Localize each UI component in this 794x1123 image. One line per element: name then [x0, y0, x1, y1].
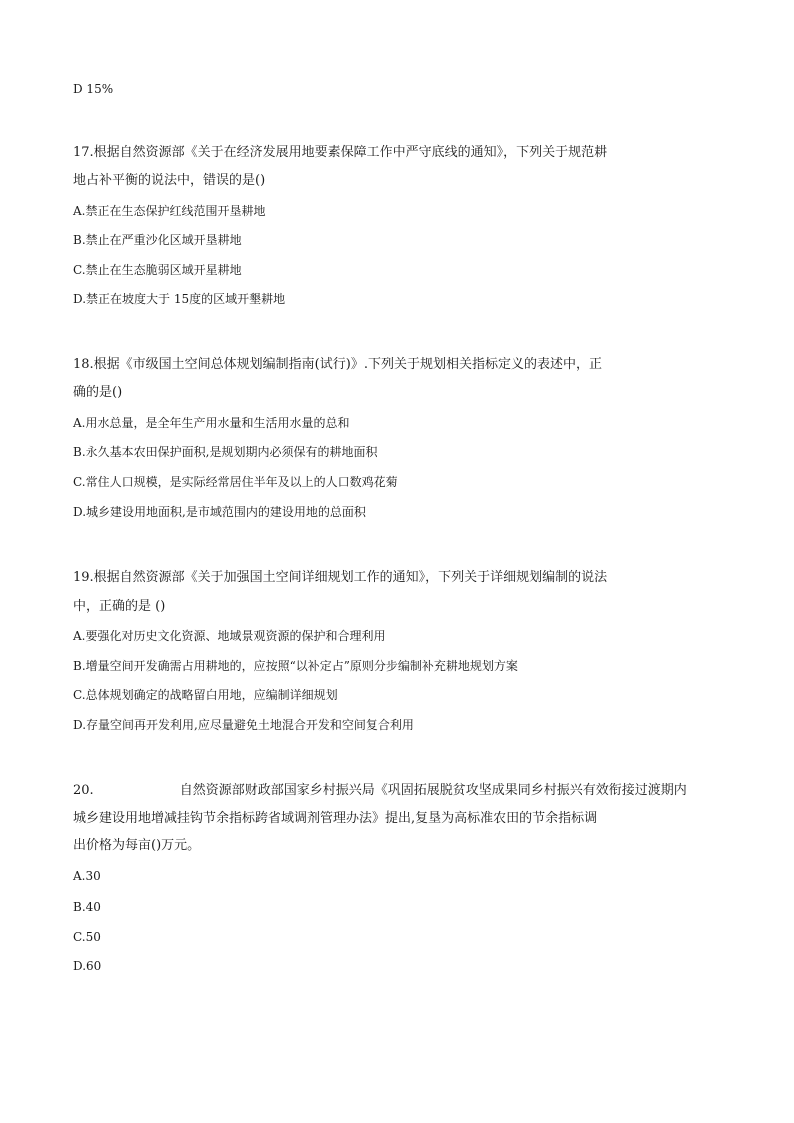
- question-stem-line: 城乡建设用地增减挂钩节余指标跨省域调剂管理办法》提出,复垦为高标准农田的节余指标调: [73, 811, 598, 826]
- question-stem-line: 17.根据自然资源部《关于在经济发展用地要素保障工作中严守底线的通知》，下列关于规范耕: [73, 145, 608, 160]
- option-b: B.40: [73, 900, 101, 914]
- option-d: D.城乡建设用地面积,是市域范围内的建设用地的总面积: [73, 505, 366, 519]
- option-c: C.50: [73, 930, 101, 944]
- option-c: C.常住人口规模，是实际经常居住半年及以上的人口数鸡花菊: [73, 475, 398, 489]
- question-stem-line: 中，正确的是 (): [73, 599, 166, 614]
- option-d: D.禁正在坡度大于 15度的区域开墾耕地: [73, 292, 286, 306]
- option-d: D.60: [73, 959, 102, 973]
- question-number: 20.: [73, 783, 94, 798]
- option-a: A.禁正在生态保护红线范围开垦耕地: [73, 204, 266, 218]
- question-stem-line: 19.根据自然资源部《关于加强国土空间详细规划工作的通知》，下列关于详细规划编制的说法: [73, 570, 608, 585]
- option-b: B.禁止在严重沙化区域开垦耕地: [73, 233, 242, 247]
- option-a: A.要强化对历史文化资源、地域景观资源的保护和合理利用: [73, 629, 386, 643]
- previous-option-d: D 15%: [73, 82, 114, 96]
- question-stem-line: 确的是(): [73, 385, 123, 400]
- question-stem-line: 出价格为每亩()万元。: [73, 838, 201, 853]
- option-b: B.永久基本农田保护面积,是规划期内必须保有的耕地面积: [73, 445, 378, 459]
- option-c: C.总体规划确定的战略留白用地，应编制详细规划: [73, 688, 338, 702]
- option-b: B.增量空间开发确需占用耕地的，应按照“以补定占”原则分步编制补充耕地规划方案: [73, 659, 518, 673]
- option-a: A.30: [73, 869, 101, 883]
- option-a: A.用水总量，是全年生产用水量和生活用水量的总和: [73, 416, 350, 430]
- question-stem-line: [73, 782, 687, 800]
- question-stem-line: 18.根据《市级国土空间总体规划编制指南(试行)》.下列关于规划相关指标定义的表述中，正: [73, 357, 602, 372]
- question-stem-line: 地占补平衡的说法中，错误的是(): [73, 173, 266, 188]
- question-stem-text: 自然资源部财政部国家乡村振兴局《巩固拓展脱贫攻坚成果同乡村振兴有效衔接过渡期内: [179, 783, 687, 798]
- option-d: D.存量空间再开发利用,应尽量避免土地混合开发和空间复合利用: [73, 718, 414, 732]
- option-c: C.禁止在生态脆弱区域开星耕地: [73, 263, 242, 277]
